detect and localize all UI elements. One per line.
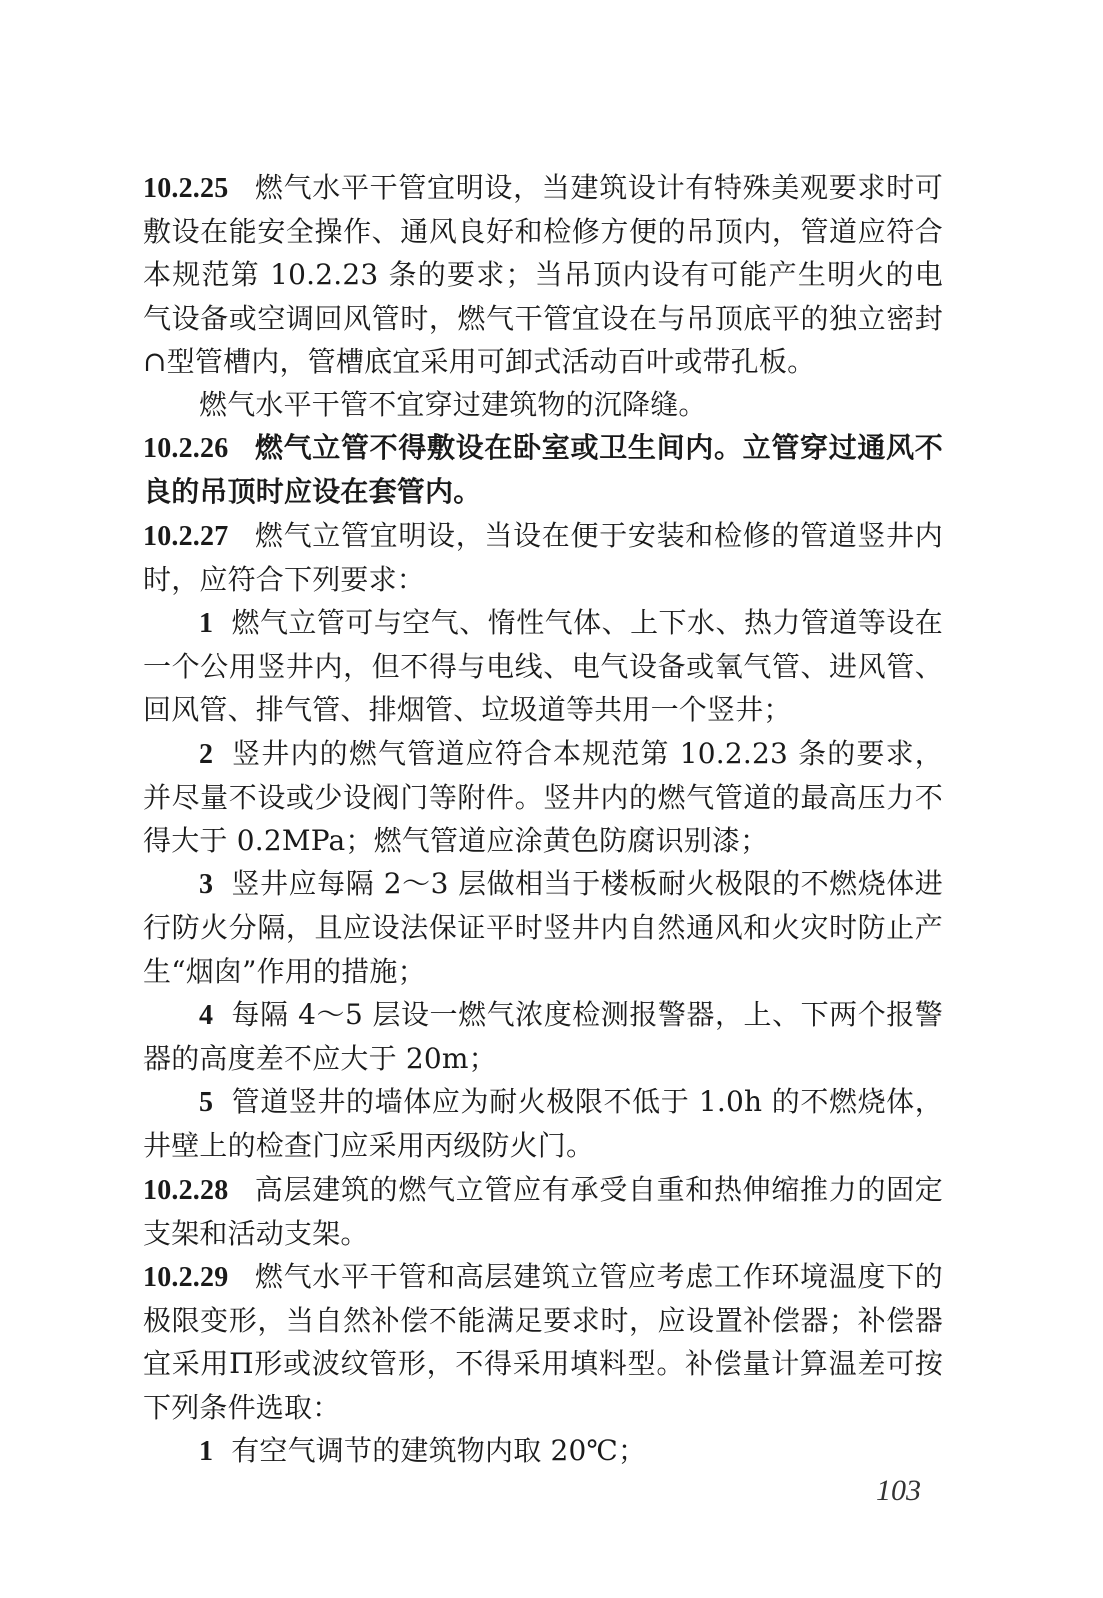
item-text: 竖井应每隔 2～3 层做相当于楼板耐火极限的不燃烧体进行防火分隔，且应设法保证平时竖井内自然通风和火灾时防止产生“烟囱”作用的措施； [143,867,943,988]
list-item [143,1080,943,1167]
clause-text: 燃气水平干管宜明设，当建筑设计有特殊美观要求时可敷设在能安全操作、通风良好和检修方便的吊顶内，管道应符合本规范第 10.2.23 条的要求；当吊顶内设有可能产生明火的电气设备或空调回风管时，燃气干管宜设在与吊顶底平的独立密封∩型管槽内，管槽底宜采用可卸式活动百叶或带孔板。 [143,171,943,378]
clause-text-mandatory: 燃气立管不得敷设在卧室或卫生间内。立管穿过通风不良的吊顶时应设在套管内。 [143,431,943,509]
item-number: 4 [199,999,214,1031]
item-text: 每隔 4～5 层设一燃气浓度检测报警器，上、下两个报警器的高度差不应大于 20m； [143,997,943,1076]
item-number: 2 [199,738,214,770]
list-item [143,601,943,732]
clause-number: 10.2.25 [143,173,229,204]
item-number: 1 [199,1435,214,1467]
item-number: 1 [199,608,214,640]
list-item [143,993,943,1080]
clause-10-2-25-continuation: 燃气水平干管不宜穿过建筑物的沉降缝。 [199,388,707,422]
list-item [143,862,943,993]
clause-text: 高层建筑的燃气立管应有承受自重和热伸缩推力的固定支架和活动支架。 [143,1172,943,1250]
item-number: 5 [199,1087,214,1119]
clause-text: 燃气水平干管和高层建筑立管应考虑工作环境温度下的极限变形，当自然补偿不能满足要求时，应设置补偿器；补偿器宜采用Π形或波纹管形，不得采用填料型。补偿量计算温差可按下列条件选取： [143,1260,943,1424]
item-text: 燃气立管可与空气、惰性气体、上下水、热力管道等设在一个公用竖井内，但不得与电线、电气设备或氧气管、进风管、回风管、排气管、排烟管、垃圾道等共用一个竖井； [143,606,943,727]
item-text: 管道竖井的墙体应为耐火极限不低于 1.0h 的不燃烧体，井壁上的检查门应采用丙级防火门。 [143,1085,943,1163]
clause-number: 10.2.27 [143,520,229,552]
clause-number: 10.2.26 [143,433,229,465]
clause-10-2-29 [143,1255,943,1429]
list-item [143,1429,943,1473]
clause-10-2-28 [143,1168,943,1255]
clause-number: 10.2.28 [143,1174,229,1206]
body-text [143,166,943,1473]
clause-10-2-27 [143,514,943,601]
clause-text: 燃气立管宜明设，当设在便于安装和检修的管道竖井内时，应符合下列要求： [143,518,943,596]
clause-10-2-25 [143,166,943,383]
list-item [143,732,943,863]
clause-10-2-26 [143,426,943,513]
item-text: 竖井内的燃气管道应符合本规范第 10.2.23 条的要求，并尽量不设或少设阀门等附件。竖井内的燃气管道的最高压力不得大于 0.2MPa；燃气管道应涂黄色防腐识别漆； [143,736,943,858]
page-number: 103 [876,1474,921,1507]
item-number: 3 [199,869,214,901]
clause-number: 10.2.29 [143,1262,229,1294]
item-text: 有空气调节的建筑物内取 20℃； [231,1433,647,1467]
